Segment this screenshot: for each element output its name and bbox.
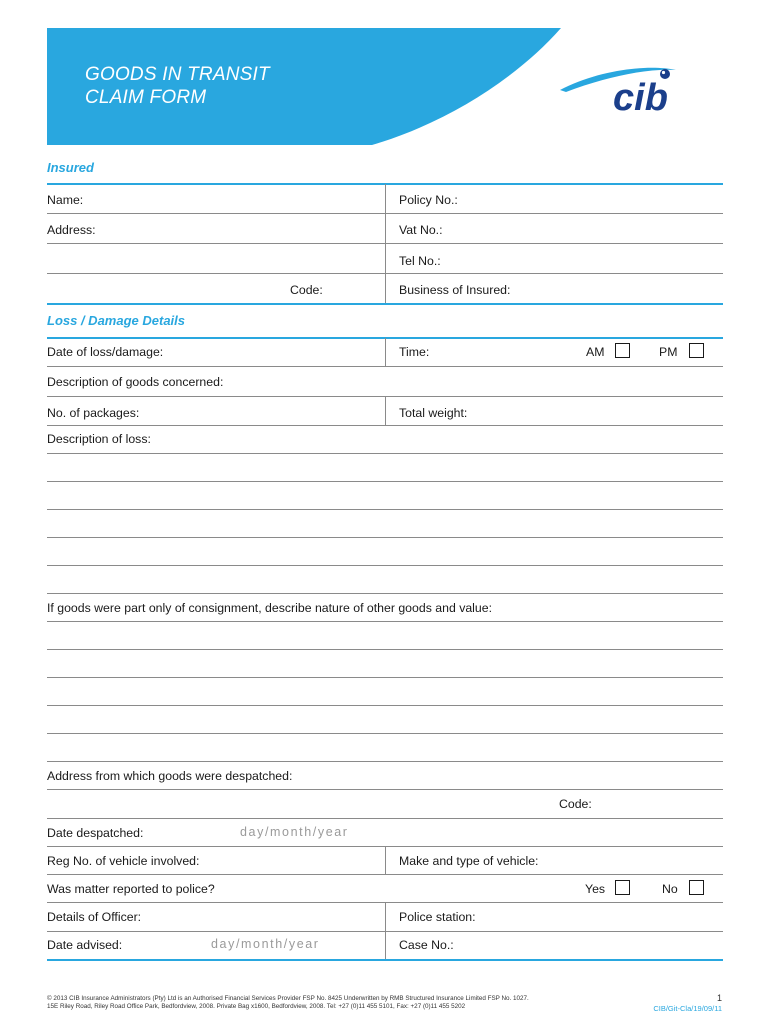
despatch-address-label: Address from which goods were despatched: xyxy=(47,769,293,783)
officer-label: Details of Officer: xyxy=(47,910,142,924)
time-label: Time: xyxy=(399,345,430,359)
field-line xyxy=(47,453,723,454)
date-despatched-placeholder[interactable]: day/month/year xyxy=(240,825,349,839)
column-divider xyxy=(385,847,386,874)
field-line xyxy=(47,273,723,274)
field-line xyxy=(47,243,723,244)
pm-label: PM xyxy=(659,345,678,359)
field-line xyxy=(47,481,723,482)
column-divider xyxy=(385,397,386,425)
section-insured-heading: Insured xyxy=(47,160,94,175)
field-line xyxy=(47,366,723,367)
field-line xyxy=(47,761,723,762)
police-station-label: Police station: xyxy=(399,910,476,924)
field-line xyxy=(47,818,723,819)
policy-no-label: Policy No.: xyxy=(399,193,458,207)
field-line xyxy=(47,931,723,932)
description-loss-label: Description of loss: xyxy=(47,432,151,446)
field-line xyxy=(47,213,723,214)
case-no-label: Case No.: xyxy=(399,938,454,952)
date-advised-label: Date advised: xyxy=(47,938,123,952)
vat-no-label: Vat No.: xyxy=(399,223,443,237)
logo-text: cib xyxy=(613,77,668,118)
field-line xyxy=(47,705,723,706)
name-label: Name: xyxy=(47,193,84,207)
field-line xyxy=(47,425,723,426)
business-label: Business of Insured: xyxy=(399,283,511,297)
tel-no-label: Tel No.: xyxy=(399,254,441,268)
footer-legal-line2: 15E Riley Road, Riley Road Office Park, Bedfordview, 2008. Private Bag x1600, Bedfordview, 2008. Tel: +27 (0)11 455 5101, Fax: +27 (0)11 455 5202 xyxy=(47,1003,466,1010)
column-divider xyxy=(385,184,386,304)
description-goods-label: Description of goods concerned: xyxy=(47,375,224,389)
date-despatched-label: Date despatched: xyxy=(47,826,144,840)
yes-checkbox[interactable] xyxy=(615,880,630,895)
divider xyxy=(47,303,723,305)
field-line xyxy=(47,509,723,510)
date-advised-placeholder[interactable]: day/month/year xyxy=(211,937,320,951)
address-label: Address: xyxy=(47,223,96,237)
footer-legal-line1: © 2013 CIB Insurance Administrators (Pty) Ltd is an Authorised Financial Services Provider FSP No. 8425 Underwritten by RMB Structured Insurance Limited FSP No. 1027. xyxy=(47,995,529,1002)
insured-code-label: Code: xyxy=(290,283,323,297)
field-line xyxy=(47,874,723,875)
despatch-code-label: Code: xyxy=(559,797,592,811)
reported-police-label: Was matter reported to police? xyxy=(47,882,215,896)
no-checkbox[interactable] xyxy=(689,880,704,895)
reg-no-label: Reg No. of vehicle involved: xyxy=(47,854,200,868)
field-line xyxy=(47,677,723,678)
field-line xyxy=(47,537,723,538)
am-checkbox[interactable] xyxy=(615,343,630,358)
am-label: AM xyxy=(586,345,605,359)
make-type-label: Make and type of vehicle: xyxy=(399,854,539,868)
divider xyxy=(47,959,723,961)
column-divider xyxy=(385,338,386,366)
no-label: No xyxy=(662,882,678,896)
field-line xyxy=(47,789,723,790)
cib-logo xyxy=(558,62,708,118)
field-line xyxy=(47,733,723,734)
total-weight-label: Total weight: xyxy=(399,406,468,420)
form-title xyxy=(85,63,270,109)
section-loss-heading: Loss / Damage Details xyxy=(47,313,185,328)
pm-checkbox[interactable] xyxy=(689,343,704,358)
consignment-label: If goods were part only of consignment, describe nature of other goods and value: xyxy=(47,601,493,615)
field-line xyxy=(47,593,723,594)
field-line xyxy=(47,649,723,650)
form-title-line1: GOODS IN TRANSIT xyxy=(85,64,270,85)
page-number: 1 xyxy=(716,993,722,1003)
form-reference: CIB/Git-Cla/19/09/11 xyxy=(653,1004,722,1013)
packages-label: No. of packages: xyxy=(47,406,140,420)
date-of-loss-label: Date of loss/damage: xyxy=(47,345,164,359)
yes-label: Yes xyxy=(585,882,606,896)
field-line xyxy=(47,565,723,566)
form-title-line2: CLAIM FORM xyxy=(85,87,207,108)
field-line xyxy=(47,621,723,622)
